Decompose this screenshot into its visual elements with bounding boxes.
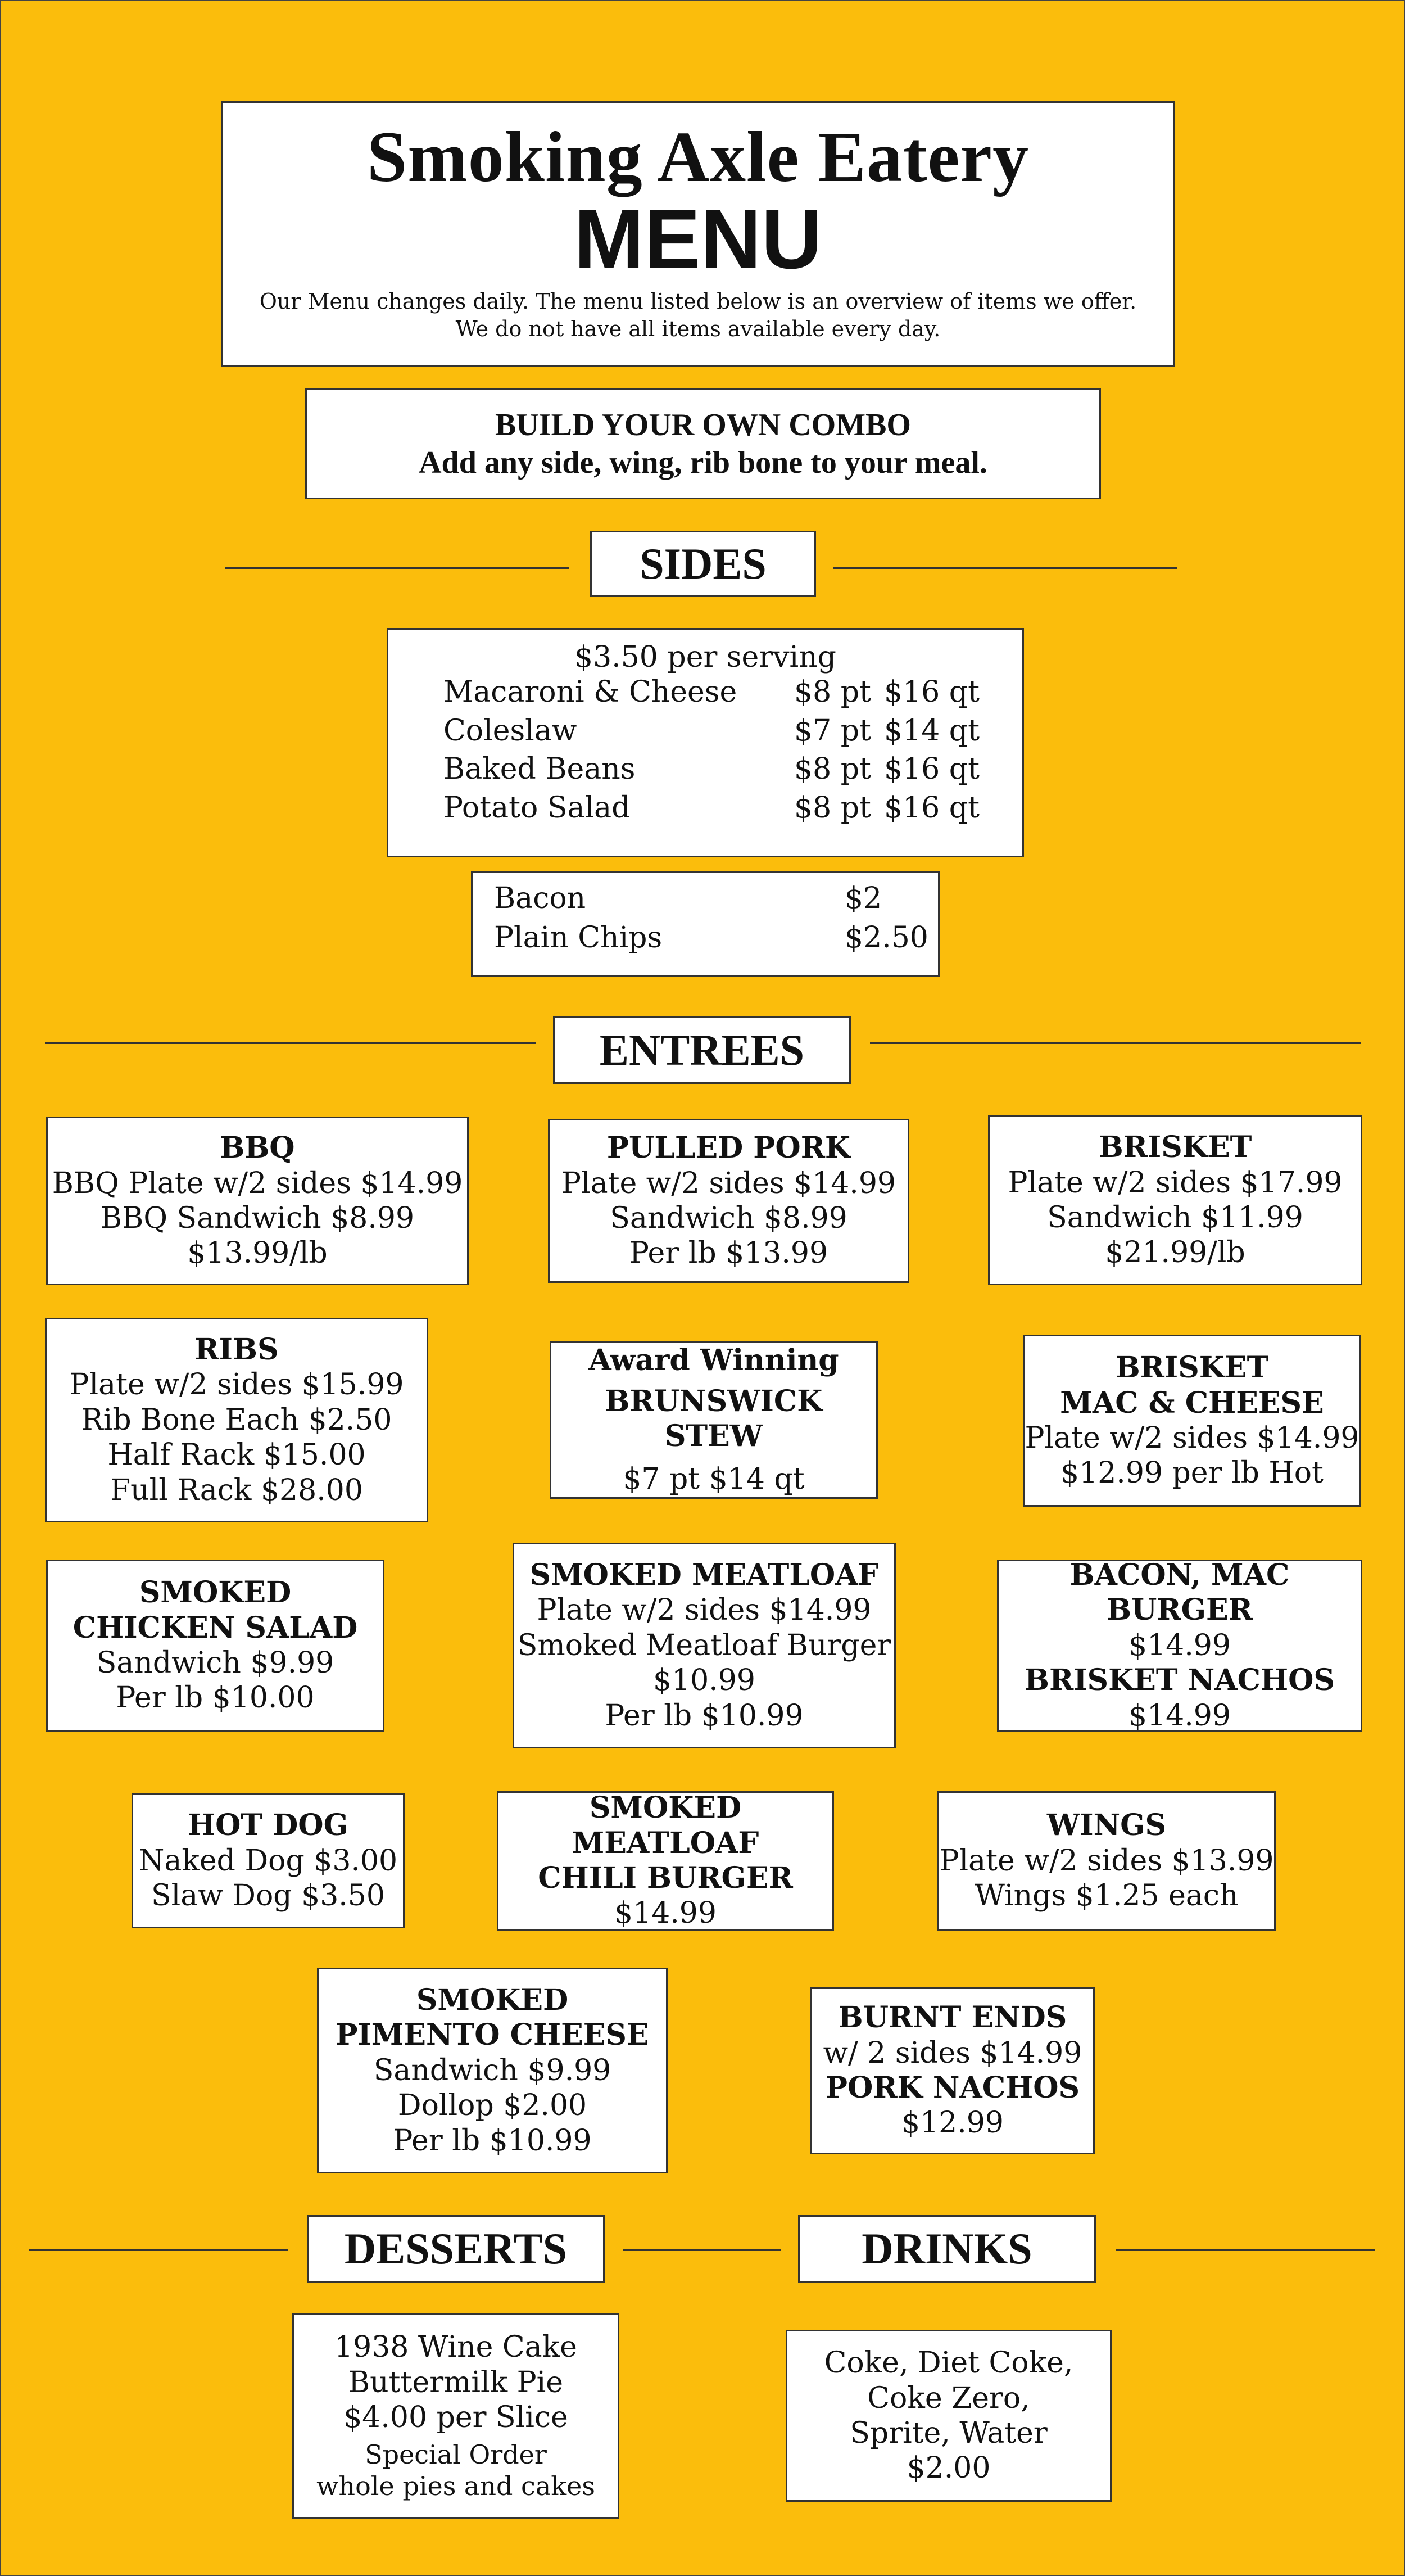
sides-label: SIDES bbox=[640, 539, 767, 588]
brisket-card bbox=[988, 1115, 1362, 1285]
side-name: Potato Salad bbox=[443, 790, 631, 825]
pulled-pork-title: PULLED PORK bbox=[606, 1131, 851, 1165]
brisket-nachos-title: BRISKET NACHOS bbox=[1025, 1663, 1335, 1698]
pimento-dollop: Dollop $2.00 bbox=[397, 2089, 587, 2123]
ribs-card bbox=[45, 1318, 428, 1522]
side-name: Macaroni & Cheese bbox=[443, 675, 737, 709]
dessert-wine-cake: 1938 Wine Cake bbox=[334, 2330, 577, 2365]
side-row bbox=[443, 790, 1022, 825]
sides-per-serving: $3.50 per serving bbox=[574, 640, 836, 674]
sides-rule-left bbox=[225, 567, 569, 569]
entrees-rule-right bbox=[870, 1042, 1361, 1044]
drinks-box bbox=[786, 2330, 1112, 2502]
extra-row bbox=[494, 881, 938, 916]
pulled-pork-plate: Plate w/2 sides $14.99 bbox=[561, 1166, 896, 1200]
desserts-heading bbox=[307, 2215, 605, 2283]
extra-price: $2 bbox=[845, 882, 882, 915]
stew-award: Award Winning bbox=[588, 1343, 839, 1378]
pulled-pork-card bbox=[548, 1119, 909, 1283]
middle-rule bbox=[623, 2249, 781, 2251]
brisket-mac-title2: MAC & CHEESE bbox=[1060, 1385, 1324, 1420]
chicken-salad-card bbox=[46, 1560, 384, 1732]
brisket-plate: Plate w/2 sides $17.99 bbox=[1008, 1165, 1343, 1200]
meatloaf-per-lb: Per lb $10.99 bbox=[605, 1698, 804, 1733]
chicken-salad-per-lb: Per lb $10.00 bbox=[116, 1681, 315, 1715]
bacon-mac-card bbox=[997, 1560, 1362, 1732]
extra-name: Plain Chips bbox=[494, 921, 663, 955]
entrees-label: ENTREES bbox=[599, 1025, 805, 1074]
brisket-mac-card bbox=[1023, 1335, 1361, 1507]
brisket-nachos-price: $14.99 bbox=[1128, 1698, 1231, 1733]
pimento-sandwich: Sandwich $9.99 bbox=[373, 2053, 611, 2087]
dessert-price: $4.00 per Slice bbox=[343, 2401, 568, 2434]
chicken-salad-sandwich: Sandwich $9.99 bbox=[96, 1646, 334, 1680]
hot-dog-slaw: Slaw Dog $3.50 bbox=[151, 1879, 385, 1913]
brisket-per-lb: $21.99/lb bbox=[1105, 1236, 1245, 1270]
extra-name: Bacon bbox=[494, 882, 586, 915]
drinks-rule-right bbox=[1116, 2249, 1375, 2251]
drinks-line2: Coke Zero, bbox=[867, 2381, 1030, 2415]
drinks-line3: Sprite, Water bbox=[850, 2416, 1048, 2450]
combo-box bbox=[305, 388, 1101, 499]
side-pint-price: $7 pt bbox=[794, 713, 871, 748]
meatloaf-burger-price: $10.99 bbox=[653, 1664, 755, 1698]
header-box bbox=[221, 101, 1175, 367]
menu-title: MENU bbox=[574, 191, 822, 286]
brunswick-stew-card bbox=[550, 1341, 878, 1499]
side-quart-price: $16 qt bbox=[884, 790, 980, 825]
wings-title: WINGS bbox=[1046, 1808, 1167, 1843]
side-pint-price: $8 pt bbox=[794, 752, 871, 787]
ribs-half-rack: Half Rack $15.00 bbox=[107, 1438, 366, 1472]
brisket-sandwich: Sandwich $11.99 bbox=[1047, 1201, 1303, 1235]
pimento-per-lb: Per lb $10.99 bbox=[393, 2123, 592, 2158]
combo-subtitle: Add any side, wing, rib bone to your meal. bbox=[419, 445, 987, 481]
ribs-title: RIBS bbox=[194, 1332, 279, 1367]
brisket-title: BRISKET bbox=[1098, 1130, 1252, 1165]
side-pint-price: $8 pt bbox=[794, 790, 871, 825]
meatloaf-chili-card bbox=[497, 1791, 834, 1931]
burnt-ends-title: BURNT ENDS bbox=[838, 2000, 1067, 2035]
desserts-label: DESSERTS bbox=[344, 2224, 568, 2273]
drinks-price: $2.00 bbox=[907, 2451, 991, 2485]
dessert-whole-pies: whole pies and cakes bbox=[316, 2470, 595, 2501]
bacon-mac-title: BACON, MAC BURGER bbox=[1069, 1558, 1290, 1628]
entrees-heading bbox=[553, 1016, 851, 1084]
bacon-mac-price: $14.99 bbox=[1128, 1628, 1231, 1662]
side-name: Baked Beans bbox=[443, 752, 636, 787]
bbq-plate: BBQ Plate w/2 sides $14.99 bbox=[52, 1166, 463, 1200]
pork-nachos-title: PORK NACHOS bbox=[825, 2071, 1080, 2105]
dessert-buttermilk-pie: Buttermilk Pie bbox=[348, 2365, 564, 2399]
pulled-pork-per-lb: Per lb $13.99 bbox=[629, 1236, 828, 1271]
restaurant-name: Smoking Axle Eatery bbox=[366, 117, 1030, 197]
bbq-card bbox=[46, 1117, 469, 1285]
bbq-title: BBQ bbox=[220, 1131, 295, 1165]
hot-dog-title: HOT DOG bbox=[187, 1808, 349, 1843]
drinks-heading bbox=[798, 2215, 1096, 2283]
sides-box bbox=[387, 628, 1024, 857]
side-row bbox=[443, 713, 1022, 748]
brisket-mac-per-lb: $12.99 per lb Hot bbox=[1060, 1456, 1324, 1490]
brisket-mac-plate: Plate w/2 sides $14.99 bbox=[1025, 1421, 1359, 1455]
side-row bbox=[443, 675, 1022, 709]
side-row bbox=[443, 752, 1022, 787]
sides-heading bbox=[590, 531, 816, 597]
stew-title: BRUNSWICK STEW bbox=[605, 1384, 823, 1453]
meatloaf-plate: Plate w/2 sides $14.99 bbox=[537, 1593, 872, 1628]
extra-row bbox=[494, 920, 938, 955]
side-quart-price: $16 qt bbox=[884, 752, 980, 787]
wings-plate: Plate w/2 sides $13.99 bbox=[939, 1843, 1274, 1878]
menu-note-line1: Our Menu changes daily. The menu listed below is an overview of items we offer. bbox=[259, 288, 1137, 314]
pimento-title1: SMOKED bbox=[416, 1983, 569, 2018]
meatloaf-chili-title2: CHILI BURGER bbox=[538, 1861, 793, 1895]
ribs-bone: Rib Bone Each $2.50 bbox=[81, 1403, 392, 1437]
side-name: Coleslaw bbox=[443, 713, 577, 748]
bbq-per-lb: $13.99/lb bbox=[187, 1236, 328, 1271]
extras-box bbox=[471, 871, 940, 977]
dessert-special-order: Special Order bbox=[365, 2439, 547, 2470]
chicken-salad-title2: CHICKEN SALAD bbox=[72, 1610, 358, 1645]
desserts-rule-left bbox=[29, 2249, 288, 2251]
side-quart-price: $14 qt bbox=[884, 713, 980, 748]
burnt-ends-plate: w/ 2 sides $14.99 bbox=[823, 2036, 1082, 2070]
sides-rule-right bbox=[833, 567, 1177, 569]
wings-each: Wings $1.25 each bbox=[975, 1879, 1239, 1913]
desserts-box bbox=[292, 2313, 619, 2519]
bbq-sandwich: BBQ Sandwich $8.99 bbox=[100, 1201, 415, 1235]
meatloaf-burger: Smoked Meatloaf Burger bbox=[517, 1628, 891, 1662]
stew-price: $7 pt $14 qt bbox=[623, 1462, 805, 1497]
pimento-title2: PIMENTO CHEESE bbox=[336, 2018, 649, 2053]
burnt-ends-card bbox=[810, 1987, 1095, 2154]
drinks-line1: Coke, Diet Coke, bbox=[824, 2346, 1073, 2380]
ribs-plate: Plate w/2 sides $15.99 bbox=[69, 1368, 404, 1402]
drinks-label: DRINKS bbox=[862, 2224, 1032, 2273]
side-quart-price: $16 qt bbox=[884, 675, 980, 709]
meatloaf-card bbox=[513, 1543, 896, 1748]
side-pint-price: $8 pt bbox=[794, 675, 871, 709]
brisket-mac-title1: BRISKET bbox=[1115, 1350, 1269, 1385]
wings-card bbox=[937, 1791, 1276, 1931]
entrees-rule-left bbox=[45, 1042, 536, 1044]
pimento-card bbox=[317, 1968, 668, 2173]
ribs-full-rack: Full Rack $28.00 bbox=[110, 1473, 363, 1507]
pork-nachos-price: $12.99 bbox=[901, 2106, 1004, 2140]
pulled-pork-sandwich: Sandwich $8.99 bbox=[610, 1201, 847, 1235]
hot-dog-card bbox=[132, 1793, 405, 1928]
hot-dog-naked: Naked Dog $3.00 bbox=[138, 1843, 398, 1878]
combo-title: BUILD YOUR OWN COMBO bbox=[495, 408, 911, 442]
extra-price: $2.50 bbox=[845, 921, 928, 955]
menu-note-line2: We do not have all items available every day. bbox=[455, 317, 941, 342]
meatloaf-title: SMOKED MEATLOAF bbox=[529, 1558, 879, 1593]
meatloaf-chili-title1: SMOKED MEATLOAF bbox=[572, 1791, 759, 1860]
meatloaf-chili-price: $14.99 bbox=[614, 1896, 717, 1931]
chicken-salad-title1: SMOKED bbox=[139, 1575, 292, 1610]
